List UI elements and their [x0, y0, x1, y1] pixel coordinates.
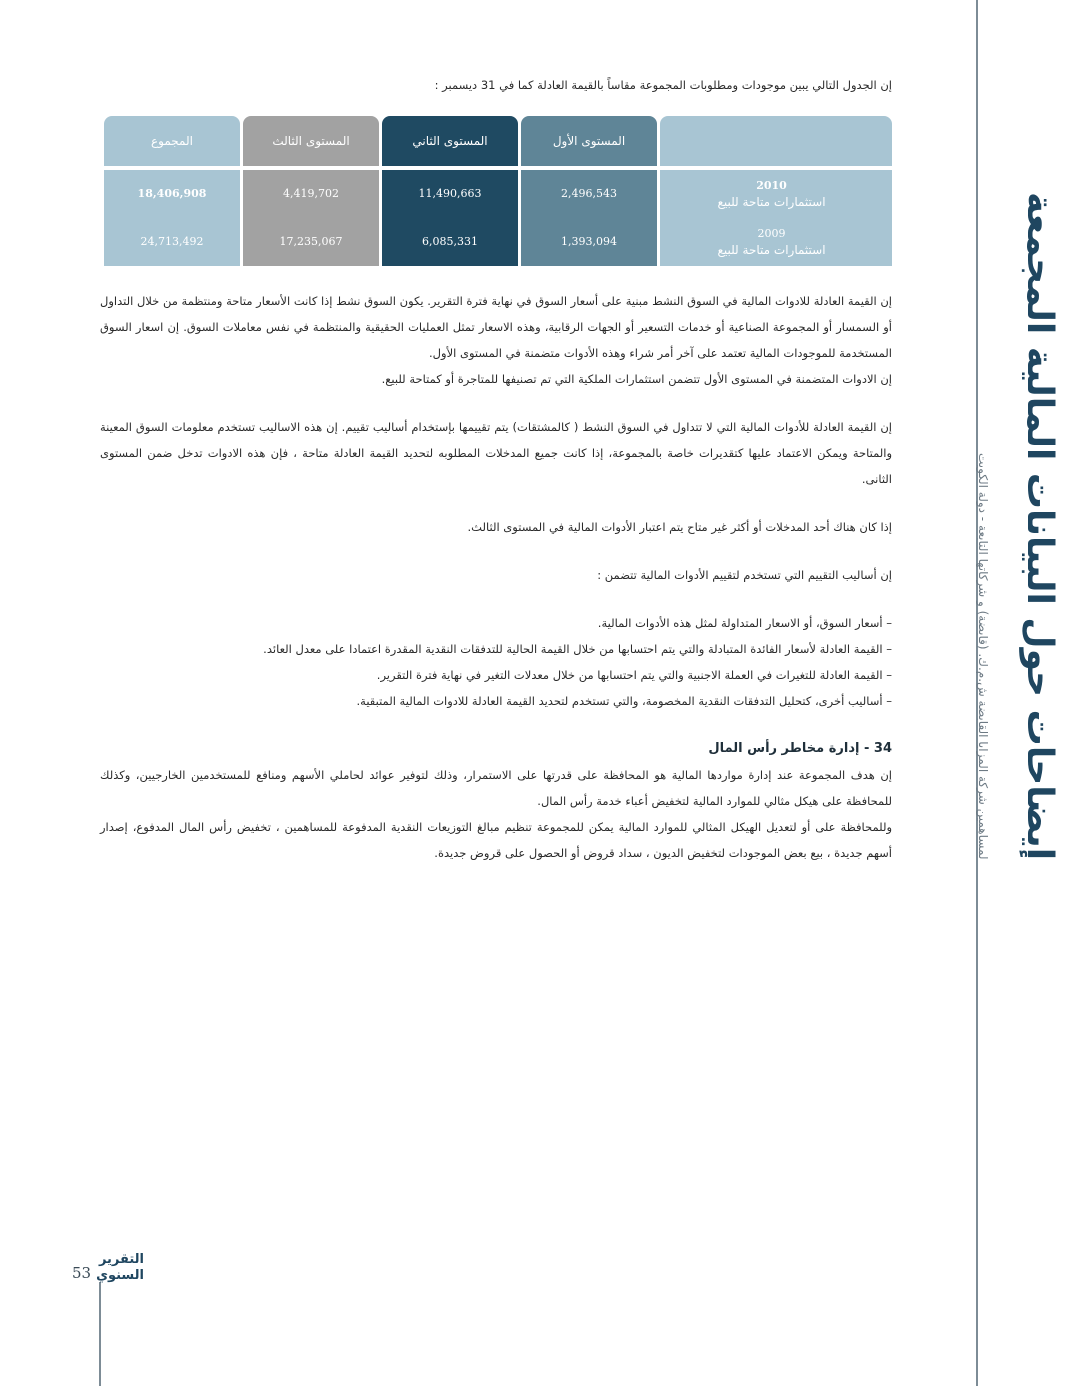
table-header-row: [104, 116, 892, 166]
table-row: [104, 170, 892, 218]
paragraph-capital-structure: وللمحافظة على أو لتعديل الهيكل المثالي للموارد المالية يمكن للمجموعة تنظيم مبالغ التوزيعات النقدية المدفوعة للمساهمين ، تخفيض رأس المال المدفوع، إصدار أسهم جديدة ، بيع بعض الموجودات لتخفيض الديون ، سداد قروض أو الحصول على قروض جديدة.: [100, 820, 892, 860]
list-item: – أسعار السوق، أو الاسعار المتداولة لمثل هذه الأدوات المالية.: [597, 616, 892, 630]
cell-level3: 4,419,702: [243, 170, 379, 218]
list-item: – القيمة العادلة للتغيرات في العملة الاجنبية والتي يتم احتسابها من خلال معدلات التغير في نهاية فترة التقرير.: [376, 668, 892, 682]
paragraph-level3: إذا كان هناك أحد المدخلات أو أكثر غير متاح يتم اعتبار الأدوات المالية في المستوى الثالث.: [467, 520, 892, 534]
paragraph-level2: إن القيمة العادلة للأدوات المالية التي لا تتداول في السوق النشط ( كالمشتقات) يتم تقييمها بإستخدام أساليب تقييم. إن هذه الاساليب تستخدم معلومات السوق المعينة والمتاحة ويمكن الاعتماد عليها كتقديرات خاصة بالمجموعة، إذا كانت جميع المدخلات المطلوبه لتحديد القيمة العادلة متاحة ، فإن هذه الادوات تدخل ضمن المستوى الثانى.: [100, 420, 892, 486]
header-level1: المستوى الأول: [521, 116, 657, 166]
section-heading: 34 - إدارة مخاطر رأس المال: [708, 741, 892, 756]
fair-value-table: [101, 116, 895, 266]
footer-rule: [99, 1282, 101, 1386]
row-label-cell: [660, 218, 892, 266]
row-label: استثمارات متاحة للبيع: [717, 243, 826, 257]
header-level2: المستوى الثاني: [382, 116, 518, 166]
row-year: 2009: [757, 227, 786, 240]
document-body: [100, 72, 892, 866]
table-row: [104, 218, 892, 266]
row-year: 2010: [756, 179, 787, 192]
list-item: – أساليب أخرى، كتحليل التدفقات النقدية المخصومة، والتي تستخدم لتحديد القيمة العادلة للادوات المالية المتبقية.: [356, 694, 892, 708]
cell-level2: 6,085,331: [382, 218, 518, 266]
cell-total: 18,406,908: [104, 170, 240, 218]
paragraph-level1-instruments: إن الادوات المتضمنة في المستوى الأول تتضمن استثمارات الملكية التي تم تصنيفها للمتاجرة أو كمتاحة للبيع.: [381, 372, 892, 386]
row-label: استثمارات متاحة للبيع: [717, 195, 826, 209]
paragraph-valuation-methods: إن أساليب التقييم التي تستخدم لتقييم الأدوات المالية تتضمن :: [597, 568, 892, 582]
valuation-methods-list: [100, 610, 892, 714]
cell-level1: 1,393,094: [521, 218, 657, 266]
sidebar-subtitle: لمساهمين شركة المزايا القابضة ش.م.ك. (قابضة) و شركاتها التابعة - دولة الكويت: [976, 453, 990, 860]
sidebar-title: إيضاحات حول البيانات المالية المجمعة: [1019, 191, 1060, 860]
page-number: 53: [72, 1264, 92, 1282]
header-label: [660, 116, 892, 166]
row-label-cell: [660, 170, 892, 218]
intro-text: إن الجدول التالي يبين موجودات ومطلوبات المجموعة مقاساً بالقيمة العادلة كما في 31 ديسمبر :: [434, 78, 892, 92]
cell-total: 24,713,492: [104, 218, 240, 266]
sidebar: [950, 191, 1060, 860]
cell-level1: 2,496,543: [521, 170, 657, 218]
paragraph-active-market: إن القيمة العادلة للادوات المالية في السوق النشط مبنية على أسعار السوق في نهاية فترة التقرير. يكون السوق نشط إذا كانت الأسعار متاحة ومنتظمة من خلال التداول أو السمسار أو المجموعة الصناعية أو خدمات التسعير أو الجهات الرقابية، وهذه الاسعار تمثل العمليات الحقيقية والمنتظمة في نفس معاملات السوق. إن اسعار السوق المستخدمة للموجودات المالية تعتمد على آخر أمر شراء وهذه الأدوات متضمنة في المستوى الأول.: [100, 294, 892, 360]
cell-level2: 11,490,663: [382, 170, 518, 218]
header-total: المجموع: [104, 116, 240, 166]
list-item: – القيمة العادلة لأسعار الفائدة المتبادلة والتي يتم احتسابها من خلال القيمة الحالية للتدفقات النقدية المقدرة اعتمادا على معدل العائد.: [263, 642, 892, 656]
paragraph-capital-objective: إن هدف المجموعة عند إدارة مواردها المالية هو المحافظة على قدرتها على الاستمرار، وذلك لتوفير عوائد لحاملي الأسهم ومنافع للمستخدمين الخارجيين، وكذلك للمحافظة على هيكل مثالي للموارد المالية لتخفيض أعباء خدمة رأس المال.: [100, 768, 892, 808]
header-level3: المستوى الثالث: [243, 116, 379, 166]
cell-level3: 17,235,067: [243, 218, 379, 266]
annual-report-logo: التقرير السنوي: [96, 1252, 144, 1283]
